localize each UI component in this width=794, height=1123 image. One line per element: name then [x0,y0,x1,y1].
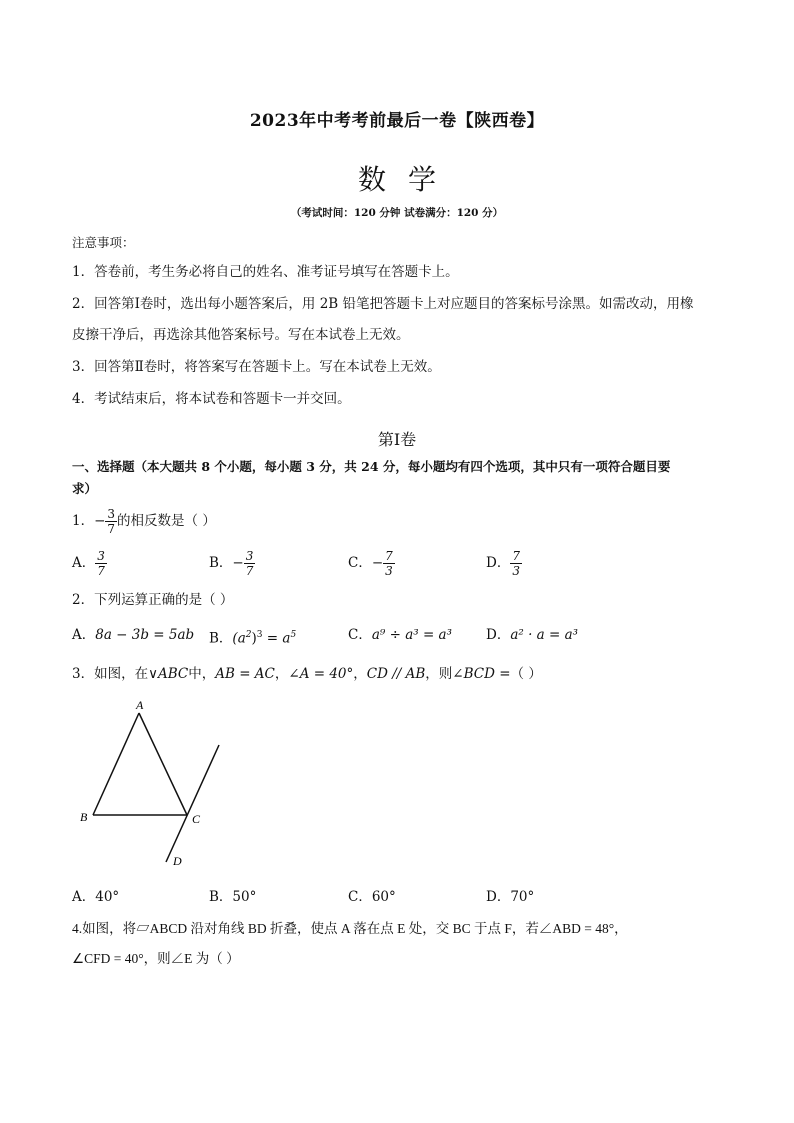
option-letter: B． [209,555,233,571]
q3-sep: ， [274,666,289,682]
option-expr-exp: 2 [245,630,252,640]
option-num: 7 [512,548,520,563]
option-expr-close: ) [251,630,257,647]
option-value: 70° [510,889,535,905]
q3-option-a [72,889,119,905]
option-den: 3 [385,563,393,578]
option-letter: D． [486,627,511,643]
option-letter: C． [348,627,372,643]
q3-target: ∠BCD = [452,666,511,682]
q3-condition-2: ∠A = 40° [288,666,354,682]
option-expr-rhs: = a [262,630,291,647]
question-4: 4.如图，将▱ABCD 沿对角线 BD 折叠，使点 A 落在点 E 处，交 BC 于点 F，若∠ABD = 48°， [72,921,628,936]
segment-ac [139,713,187,815]
option-expr-base: (a [232,630,246,647]
option-letter: A． [72,555,96,571]
segment-ab [93,713,139,815]
option-value: 60° [371,889,396,905]
option-expr-outer-exp: 3 [256,630,263,640]
label-b: B [80,810,88,824]
option-letter: C． [348,889,372,905]
option-letter: D． [486,889,511,905]
note-item-2: 2．回答第Ⅰ卷时，选出每小题答案后，用 2B 铅笔把答题卡上对应题目的答案标号涂黑。如需改动，用橡 [72,296,694,312]
q3-triangle: ∨ABC [148,666,189,682]
note-item-3: 3．回答第Ⅱ卷时，将答案写在答题卡上。写在本试卷上无效。 [72,359,441,375]
option-num: 7 [385,548,393,563]
note-item-4: 4．考试结束后，将本试卷和答题卡一并交回。 [72,391,351,407]
label-a: A [136,698,144,712]
exam-title: 2023年中考考前最后一卷【陕西卷】 [249,111,545,131]
q1-minus: − [94,513,106,529]
q3-condition-3: CD // AB [366,666,426,682]
question-4-cont: ∠CFD = 40°，则∠E 为（ ） [72,951,240,966]
line-cd [166,745,219,862]
q3-option-b [209,889,256,905]
option-letter: D． [486,555,511,571]
question-2: 2．下列运算正确的是（ ） [72,592,234,608]
q3-stem-mid: 中， [188,666,216,682]
q1-fraction-den: 7 [107,521,116,536]
option-letter: A． [72,889,96,905]
q1-stem: 的相反数是（ ） [117,513,216,529]
label-c: C [192,812,201,826]
q3-stem-pre: 3．如图，在 [72,666,149,682]
option-letter: C． [348,555,372,571]
q3-option-c [348,889,396,905]
option-expr: a⁹ ÷ a³ = a³ [371,627,453,643]
note-item-2-cont: 皮擦干净后，再选涂其他答案标号。写在本试卷上无效。 [72,327,410,343]
exam-info: （考试时间：120 分钟 试卷满分：120 分） [290,207,504,219]
option-expr-rhs-exp: 5 [290,630,297,640]
q3-sep: ， [353,666,367,682]
label-d: D [173,854,182,868]
option-num: 3 [245,548,254,563]
option-den: 7 [245,563,254,578]
q3-stem-end: （ ） [510,666,542,682]
section-title: 第Ⅰ卷 [377,430,417,449]
note-item-1: 1．答卷前，考生务必将自己的姓名、准考证号填写在答题卡上。 [72,264,459,280]
option-letter: A． [72,627,96,643]
q3-sep: ，则 [425,666,453,682]
subject-title: 数学 [357,163,458,196]
option-value: 50° [232,889,257,905]
option-num: 3 [97,548,105,563]
option-letter: B． [209,630,233,647]
option-den: 7 [97,563,105,578]
q1-prefix: 1． [72,513,95,529]
section-instructions-cont: 求） [72,481,98,496]
section-instructions: 一、选择题（本大题共 8 个小题，每小题 3 分，共 24 分，每小题均有四个选项，其中只有一项符合题目要 [72,459,671,474]
option-expr: a² · a = a³ [510,627,579,643]
option-value: 40° [95,889,120,905]
notes-heading: 注意事项： [72,235,135,250]
option-expr: 8a − 3b = 5ab [95,627,195,643]
option-letter: B． [209,889,233,905]
option-sign: − [232,555,244,571]
option-den: 3 [512,563,520,578]
q1-fraction-num: 3 [107,506,116,521]
q3-option-d [486,889,534,905]
option-sign: − [371,555,384,571]
q3-condition-1: AB = AC [215,666,275,682]
